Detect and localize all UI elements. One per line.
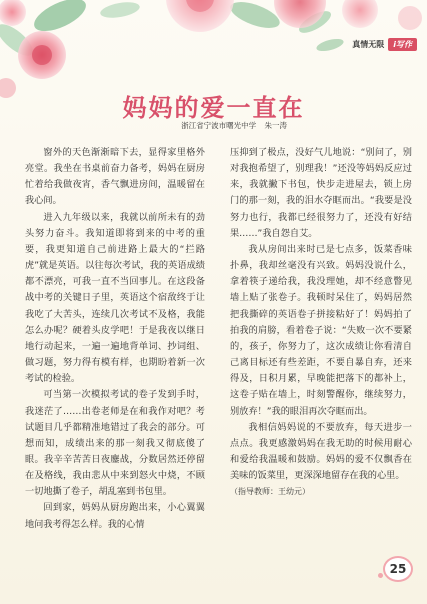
paragraph: 进入九年级以来，我就以前所未有的劲头努力奋斗。我知道即将到来的中考的重要，我更知道自己前进路上最大的“拦路虎”就是英语。以往每次考试，我的英语成绩都不漂亮，可我一直不当回事儿。在这段备战中考的关键日子里，英语这个宿敌终于让我吃了大苦头，连续几次考试不及格，我能怎么办呢？硬着头皮学吧！于是我夜以继日地行动起来，一遍一遍地背单词、抄词组、做习题，努力得有模有样，也期盼着新一次考试的检验。 xyxy=(25,211,205,385)
section-name: 真情无限 xyxy=(352,40,385,49)
column-badge: i写作 xyxy=(388,38,417,51)
page-number: 25 xyxy=(383,556,413,582)
author-name: 朱一涛 xyxy=(264,121,287,130)
paragraph: 我从房间出来时已是七点多，饭菜香味扑鼻，我却丝毫没有兴致。妈妈没说什么，拿着筷子递给我，我没理她，却不经意瞥见墙上贴了张卷子。我顿时呆住了，妈妈居然把我撕碎的英语卷子拼接粘好了！妈妈拍了拍我的肩膀，看着卷子说：“失败一次不要紧的，孩子，你努力了，这次成绩让你看清自己离目标还有些差距，不要自暴自弃，还来得及，日积月累，早晚能把落下的都补上，这卷子贴在墙上，时刻警醒你，继续努力，别放弃！”我的眼泪再次夺眶而出。 xyxy=(230,243,412,417)
column-header xyxy=(352,38,417,51)
paragraph: 窗外的天色渐渐暗下去，显得家里格外亮堂。我坐在书桌前奋力备考，妈妈在厨房忙着给我做夜宵，香气飘进房间，温暖留在我心间。 xyxy=(25,147,205,207)
left-column xyxy=(25,145,205,533)
article-title: 妈妈的爱一直在 xyxy=(122,94,305,122)
page-number-dot xyxy=(378,573,383,578)
author-school: 浙江省宁波市曙光中学 xyxy=(181,121,257,130)
byline xyxy=(175,120,287,131)
paragraph: 回到家，妈妈从厨房跑出来，小心翼翼地问我考得怎么样。我的心情 xyxy=(25,502,205,530)
paragraph: 压抑到了极点，没好气儿地说：“别问了，别对我抱希望了，别理我！”还没等妈妈反应过来，我就撇下书包，快步走进屋去，锁上房门的那一刻，我的泪水夺眶而出。“我要是没努力也行，我都已经很努力了，还没有好结果……”我自怨自艾。 xyxy=(230,147,412,239)
right-column xyxy=(230,145,412,500)
paragraph: 可当第一次模拟考试的卷子发到手时，我迷茫了……出卷老师是在和我作对吧？考试题目几乎都精准地错过了我会的部分。可想而知，成绩出来的那一刻我又彻底傻了眼。我辛辛苦苦日夜鏖战，分数居然还停留在及格线，我由悲从中来到怒火中烧，不顾一切地撕了卷子，胡乱塞到书包里。 xyxy=(25,389,205,498)
advisor-credit: （指导教师：王幼元） xyxy=(230,487,310,497)
paragraph: 我相信妈妈说的不要放弃，每天进步一点点。我更感激妈妈在我无助的时候用耐心和爱给我温暖和鼓励。妈妈的爱不仅飘香在美味的饭菜里，更深深地留存在我的心里。 xyxy=(230,421,412,482)
